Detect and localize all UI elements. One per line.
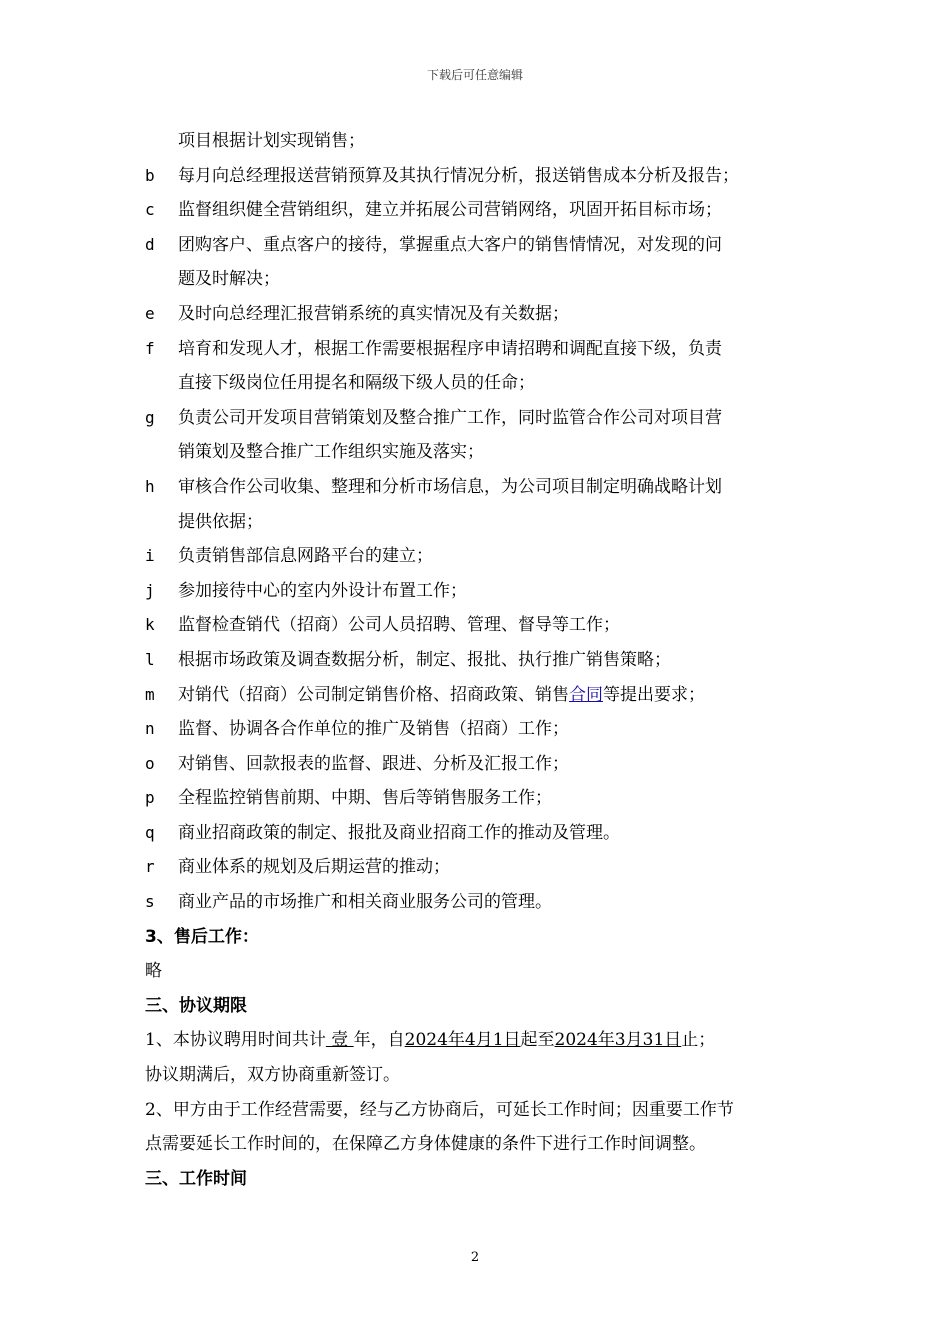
term-paragraph-2: 2、甲方由于工作经营需要，经与乙方协商后，可延长工作时间；因重要工作节 bbox=[145, 1099, 734, 1120]
list-item-s bbox=[145, 885, 815, 920]
list-item-d bbox=[145, 228, 815, 297]
list-letter: c bbox=[145, 200, 155, 220]
list-text: 商业招商政策的制定、报批及商业招商工作的推动及管理。 bbox=[178, 822, 620, 843]
list-letter: e bbox=[145, 303, 155, 323]
term-paragraph-2-cont: 点需要延长工作时间的，在保障乙方身体健康的条件下进行工作时间调整。 bbox=[145, 1134, 706, 1155]
list-text-tail: 等提出要求； bbox=[603, 684, 705, 705]
list-letter: o bbox=[145, 753, 155, 773]
list-letter: n bbox=[145, 719, 155, 739]
term-text: 止； bbox=[681, 1030, 716, 1051]
document-body bbox=[145, 124, 815, 1196]
list-text: 监督检查销代（招商）公司人员招聘、管理、督导等工作； bbox=[178, 615, 620, 636]
term-paragraph-1-cont: 协议期满后，双方协商重新签订。 bbox=[145, 1065, 400, 1086]
list-text: 全程监控销售前期、中期、售后等销售服务工作； bbox=[178, 788, 552, 809]
list-letter: b bbox=[145, 165, 155, 185]
list-text-cont: 题及时解决； bbox=[178, 269, 280, 290]
heading-agreement-term: 三、协议期限 bbox=[145, 995, 247, 1016]
list-letter: g bbox=[145, 407, 155, 427]
list-text: 商业体系的规划及后期运营的推动； bbox=[178, 857, 450, 878]
list-item-h bbox=[145, 470, 815, 539]
list-item-k bbox=[145, 608, 815, 643]
term-start-date: 2024年4月1日 bbox=[404, 1030, 521, 1051]
list-item-i bbox=[145, 539, 815, 574]
list-text: 团购客户、重点客户的接待，掌握重点大客户的销售情情况，对发现的问 bbox=[178, 234, 722, 255]
list-item-b bbox=[145, 159, 815, 194]
list-item-f bbox=[145, 332, 815, 401]
list-item-p bbox=[145, 781, 815, 816]
term-text: 1、本协议聘用时间共计 bbox=[145, 1030, 326, 1051]
list-letter: f bbox=[145, 338, 155, 358]
list-item-j bbox=[145, 574, 815, 609]
list-item-n bbox=[145, 712, 815, 747]
list-letter: h bbox=[145, 476, 155, 496]
contract-link[interactable]: 合同 bbox=[569, 684, 603, 705]
heading-after-sales: 3、售后工作： bbox=[145, 926, 259, 947]
list-text: 对销售、回款报表的监督、跟进、分析及汇报工作； bbox=[178, 753, 569, 774]
term-text: 起至 bbox=[520, 1030, 555, 1051]
page-number: 2 bbox=[470, 1250, 480, 1265]
list-letter: d bbox=[145, 234, 155, 254]
list-letter: k bbox=[145, 615, 155, 635]
term-years: 壹 bbox=[325, 1030, 354, 1051]
heading-working-hours: 三、工作时间 bbox=[145, 1168, 247, 1189]
list-item-r bbox=[145, 850, 815, 885]
list-letter: q bbox=[145, 822, 155, 842]
list-text: 参加接待中心的室内外设计布置工作； bbox=[178, 580, 467, 601]
list-text: 根据市场政策及调查数据分析，制定、报批、执行推广销售策略； bbox=[178, 649, 671, 670]
list-text: 审核合作公司收集、整理和分析市场信息，为公司项目制定明确战略计划 bbox=[178, 476, 722, 497]
list-item-q bbox=[145, 816, 815, 851]
list-text: 商业产品的市场推广和相关商业服务公司的管理。 bbox=[178, 892, 552, 913]
list-letter: l bbox=[145, 649, 155, 669]
list-item-m bbox=[145, 678, 815, 713]
list-text: 每月向总经理报送营销预算及其执行情况分析，报送销售成本分析及报告； bbox=[178, 165, 739, 186]
list-letter: r bbox=[145, 857, 155, 877]
list-text: 培育和发现人才，根据工作需要根据程序申请招聘和调配直接下级，负责 bbox=[178, 338, 722, 359]
after-sales-body: 略 bbox=[145, 961, 162, 982]
list-text: 监督组织健全营销组织，建立并拓展公司营销网络，巩固开拓目标市场； bbox=[178, 200, 722, 221]
list-letter: j bbox=[145, 580, 155, 600]
list-letter: i bbox=[145, 546, 155, 566]
list-letter: m bbox=[145, 684, 155, 704]
list-text: 对销代（招商）公司制定销售价格、招商政策、销售 bbox=[178, 684, 569, 705]
list-text-cont: 提供依据； bbox=[178, 511, 263, 532]
list-letter: s bbox=[145, 892, 155, 912]
list-text: 及时向总经理汇报营销系统的真实情况及有关数据； bbox=[178, 303, 569, 324]
list-item-e bbox=[145, 297, 815, 332]
list-text: 负责公司开发项目营销策划及整合推广工作，同时监管合作公司对项目营 bbox=[178, 407, 722, 428]
list-text: 负责销售部信息网路平台的建立； bbox=[178, 546, 433, 567]
term-end-date: 2024年3月31日 bbox=[554, 1030, 682, 1051]
page-header: 下载后可任意编辑 bbox=[426, 68, 523, 82]
term-paragraph-1 bbox=[145, 1023, 815, 1058]
list-item-g bbox=[145, 401, 815, 470]
intro-line: 项目根据计划实现销售； bbox=[178, 131, 365, 151]
list-item-o bbox=[145, 747, 815, 782]
list-text: 监督、协调各合作单位的推广及销售（招商）工作； bbox=[178, 719, 569, 740]
list-item-l bbox=[145, 643, 815, 678]
list-text-cont: 销策划及整合推广工作组织实施及落实； bbox=[178, 442, 484, 463]
list-letter: p bbox=[145, 788, 155, 808]
list-item-c bbox=[145, 193, 815, 228]
list-text-cont: 直接下级岗位任用提名和隔级下级人员的任命； bbox=[178, 373, 535, 394]
term-text: 年，自 bbox=[353, 1030, 405, 1051]
